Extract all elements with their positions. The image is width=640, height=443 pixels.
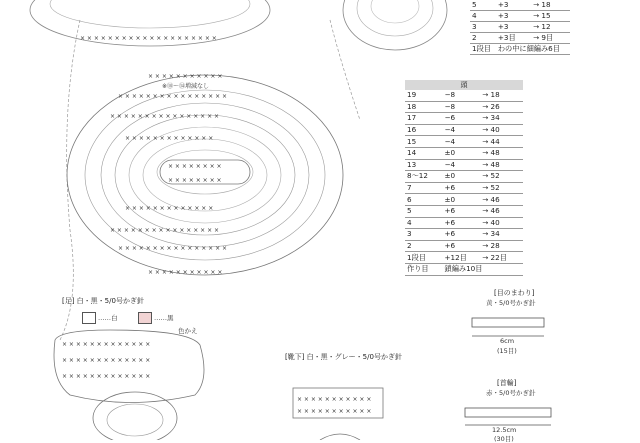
table-row bbox=[405, 159, 523, 171]
eye-section-sub: 黄・5/0号かぎ針 bbox=[486, 299, 536, 307]
svg-text:× × × × × × × × × × × × ×: × × × × × × × × × × × × × bbox=[125, 135, 214, 142]
round-cell: 14 bbox=[405, 147, 443, 159]
table-row bbox=[470, 44, 570, 55]
round-cell: 17 bbox=[405, 113, 443, 125]
round-cell: 3 bbox=[405, 229, 443, 241]
total-cell: → 46 bbox=[480, 205, 523, 217]
table-row bbox=[405, 252, 523, 264]
change-cell: −4 bbox=[443, 136, 481, 148]
total-cell: → 15 bbox=[531, 11, 570, 22]
change-cell: +3 bbox=[496, 0, 531, 11]
total-cell: → 40 bbox=[480, 124, 523, 136]
svg-text:× × × × × × × ×: × × × × × × × × bbox=[168, 177, 222, 184]
table-row bbox=[470, 11, 570, 22]
top-oval-chart bbox=[30, 0, 270, 46]
foot-section-title: [足] 白・黒・5/0号かぎ針 bbox=[62, 297, 144, 305]
total-cell: → 34 bbox=[480, 113, 523, 125]
svg-text:× × × × × × × × × × × × ×: × × × × × × × × × × × × × bbox=[62, 341, 151, 348]
legend-white-swatch bbox=[82, 312, 96, 324]
change-cell: +6 bbox=[443, 229, 481, 241]
round-cell: 1段目 bbox=[405, 252, 443, 264]
round-cell: 6 bbox=[405, 194, 443, 206]
change-cell: −4 bbox=[443, 124, 481, 136]
change-cell: +6 bbox=[443, 217, 481, 229]
sock-section-title: [靴下] 白・黒・グレー・5/0号かぎ針 bbox=[285, 353, 402, 361]
eye-strip-diagram bbox=[472, 318, 544, 336]
table-title: 頭 bbox=[405, 80, 523, 90]
change-cell: −4 bbox=[443, 159, 481, 171]
sock-chart bbox=[293, 388, 383, 440]
head-oval-chart bbox=[67, 73, 343, 276]
table-row bbox=[405, 229, 523, 241]
table-row bbox=[405, 263, 523, 275]
svg-text:× × × × × × × ×: × × × × × × × × bbox=[168, 163, 222, 170]
table-row bbox=[405, 217, 523, 229]
svg-text:× × × × × × × × × × × × × × ×: × × × × × × × × × × × × × × × × × × × × bbox=[80, 35, 217, 42]
eye-width-label: 6cm bbox=[500, 337, 515, 345]
table-row bbox=[405, 147, 523, 159]
round-cell: 8〜12 bbox=[405, 171, 443, 183]
round-cell: 5 bbox=[470, 0, 496, 11]
round-cell: 1段目 bbox=[470, 44, 496, 55]
total-cell: → 40 bbox=[480, 217, 523, 229]
change-cell: ±0 bbox=[443, 171, 481, 183]
head-increase-table bbox=[405, 80, 523, 276]
total-cell: → 22目 bbox=[480, 252, 523, 264]
round-cell: 4 bbox=[405, 217, 443, 229]
svg-text:× × × × × × × × × × × × × × ×: × × × × × × × × × × × × × × × × bbox=[110, 227, 220, 234]
round-cell: 作り目 bbox=[405, 263, 443, 275]
svg-text:× × × × × × × × × × ×: × × × × × × × × × × × bbox=[148, 269, 223, 276]
collar-width-label: 12.5cm bbox=[492, 426, 517, 434]
round-cell: 16 bbox=[405, 124, 443, 136]
svg-text:× × × × × × × × × × × × × × ×: × × × × × × × × × × × × × × × × bbox=[118, 93, 228, 100]
change-cell: +6 bbox=[443, 205, 481, 217]
svg-text:× × × × × × × × × × × × ×: × × × × × × × × × × × × × bbox=[62, 373, 151, 380]
change-cell: +3 bbox=[496, 11, 531, 22]
round-cell: 2 bbox=[470, 33, 496, 44]
total-cell: → 26 bbox=[480, 101, 523, 113]
total-cell: → 52 bbox=[480, 182, 523, 194]
round-cell: 19 bbox=[405, 90, 443, 101]
table-row bbox=[405, 101, 523, 113]
total-cell: → 44 bbox=[480, 136, 523, 148]
total-cell: → 48 bbox=[480, 147, 523, 159]
table-row bbox=[470, 22, 570, 33]
total-cell: → 28 bbox=[480, 240, 523, 252]
round-cell: 15 bbox=[405, 136, 443, 148]
change-cell: −6 bbox=[443, 113, 481, 125]
change-cell: わの中に細編み6目 bbox=[496, 44, 570, 55]
total-cell: → 52 bbox=[480, 171, 523, 183]
svg-text:× × × × × × × × × × × × × × ×: × × × × × × × × × × × × × × × × bbox=[110, 113, 220, 120]
round-cell: 18 bbox=[405, 101, 443, 113]
table-row bbox=[405, 194, 523, 206]
table-row bbox=[405, 171, 523, 183]
table-row bbox=[405, 124, 523, 136]
head-table-body bbox=[405, 90, 523, 276]
eye-section-title: [目のまわり] bbox=[494, 289, 535, 297]
change-cell: 鎖編み10目 bbox=[443, 263, 523, 275]
eye-stitch-label: (15目) bbox=[497, 347, 517, 355]
svg-text:× × × × × × × × × × ×: × × × × × × × × × × × bbox=[297, 396, 372, 403]
change-cell: ±0 bbox=[443, 147, 481, 159]
legend-black-swatch bbox=[138, 312, 152, 324]
change-cell: +6 bbox=[443, 182, 481, 194]
round-cell: 4 bbox=[470, 11, 496, 22]
svg-text:× × × × × × × × × × ×: × × × × × × × × × × × bbox=[297, 408, 372, 415]
collar-stitch-label: (30目) bbox=[494, 435, 514, 443]
table-row bbox=[405, 90, 523, 101]
svg-text:× × × × × × × × × × × × ×: × × × × × × × × × × × × × bbox=[62, 357, 151, 364]
round-cell: 2 bbox=[405, 240, 443, 252]
round-cell: 3 bbox=[470, 22, 496, 33]
svg-text:× × × × × × × × × × ×: × × × × × × × × × × × bbox=[148, 73, 223, 80]
table-row bbox=[470, 0, 570, 11]
svg-text:× × × × × × × × × × × × × × ×: × × × × × × × × × × × × × × × × bbox=[118, 245, 228, 252]
top-right-circle-chart bbox=[343, 0, 447, 50]
total-cell: → 48 bbox=[480, 159, 523, 171]
change-cell: −8 bbox=[443, 90, 481, 101]
collar-section-sub: 赤・5/0号かぎ針 bbox=[486, 389, 536, 397]
total-cell: → 46 bbox=[480, 194, 523, 206]
change-cell: +3 bbox=[496, 22, 531, 33]
total-cell: → 18 bbox=[531, 0, 570, 11]
table-row bbox=[405, 113, 523, 125]
collar-section-title: [首輪] bbox=[497, 379, 517, 387]
table-row bbox=[470, 33, 570, 44]
foot-chart bbox=[54, 330, 204, 440]
round-cell: 7 bbox=[405, 182, 443, 194]
legend-white-label: ……白 bbox=[98, 314, 118, 322]
round-cell: 13 bbox=[405, 159, 443, 171]
change-cell: ±0 bbox=[443, 194, 481, 206]
total-cell: → 18 bbox=[480, 90, 523, 101]
change-cell: +12目 bbox=[443, 252, 481, 264]
table-row bbox=[405, 205, 523, 217]
top-increase-table bbox=[470, 0, 570, 55]
total-cell: → 9目 bbox=[531, 33, 570, 44]
chart-note: ※⑱〜⑭増減なし bbox=[162, 83, 210, 90]
legend-black-label: ……黒 bbox=[154, 314, 174, 322]
total-cell: → 12 bbox=[531, 22, 570, 33]
total-cell: → 34 bbox=[480, 229, 523, 241]
table-row bbox=[405, 136, 523, 148]
table-row bbox=[405, 240, 523, 252]
round-cell: 5 bbox=[405, 205, 443, 217]
change-cell: +3目 bbox=[496, 33, 531, 44]
svg-text:× × × × × × × × × × × × ×: × × × × × × × × × × × × × bbox=[125, 205, 214, 212]
color-change-label: 色かえ bbox=[178, 327, 198, 335]
table-row bbox=[405, 182, 523, 194]
change-cell: +6 bbox=[443, 240, 481, 252]
collar-strip-diagram bbox=[465, 408, 551, 425]
change-cell: −8 bbox=[443, 101, 481, 113]
